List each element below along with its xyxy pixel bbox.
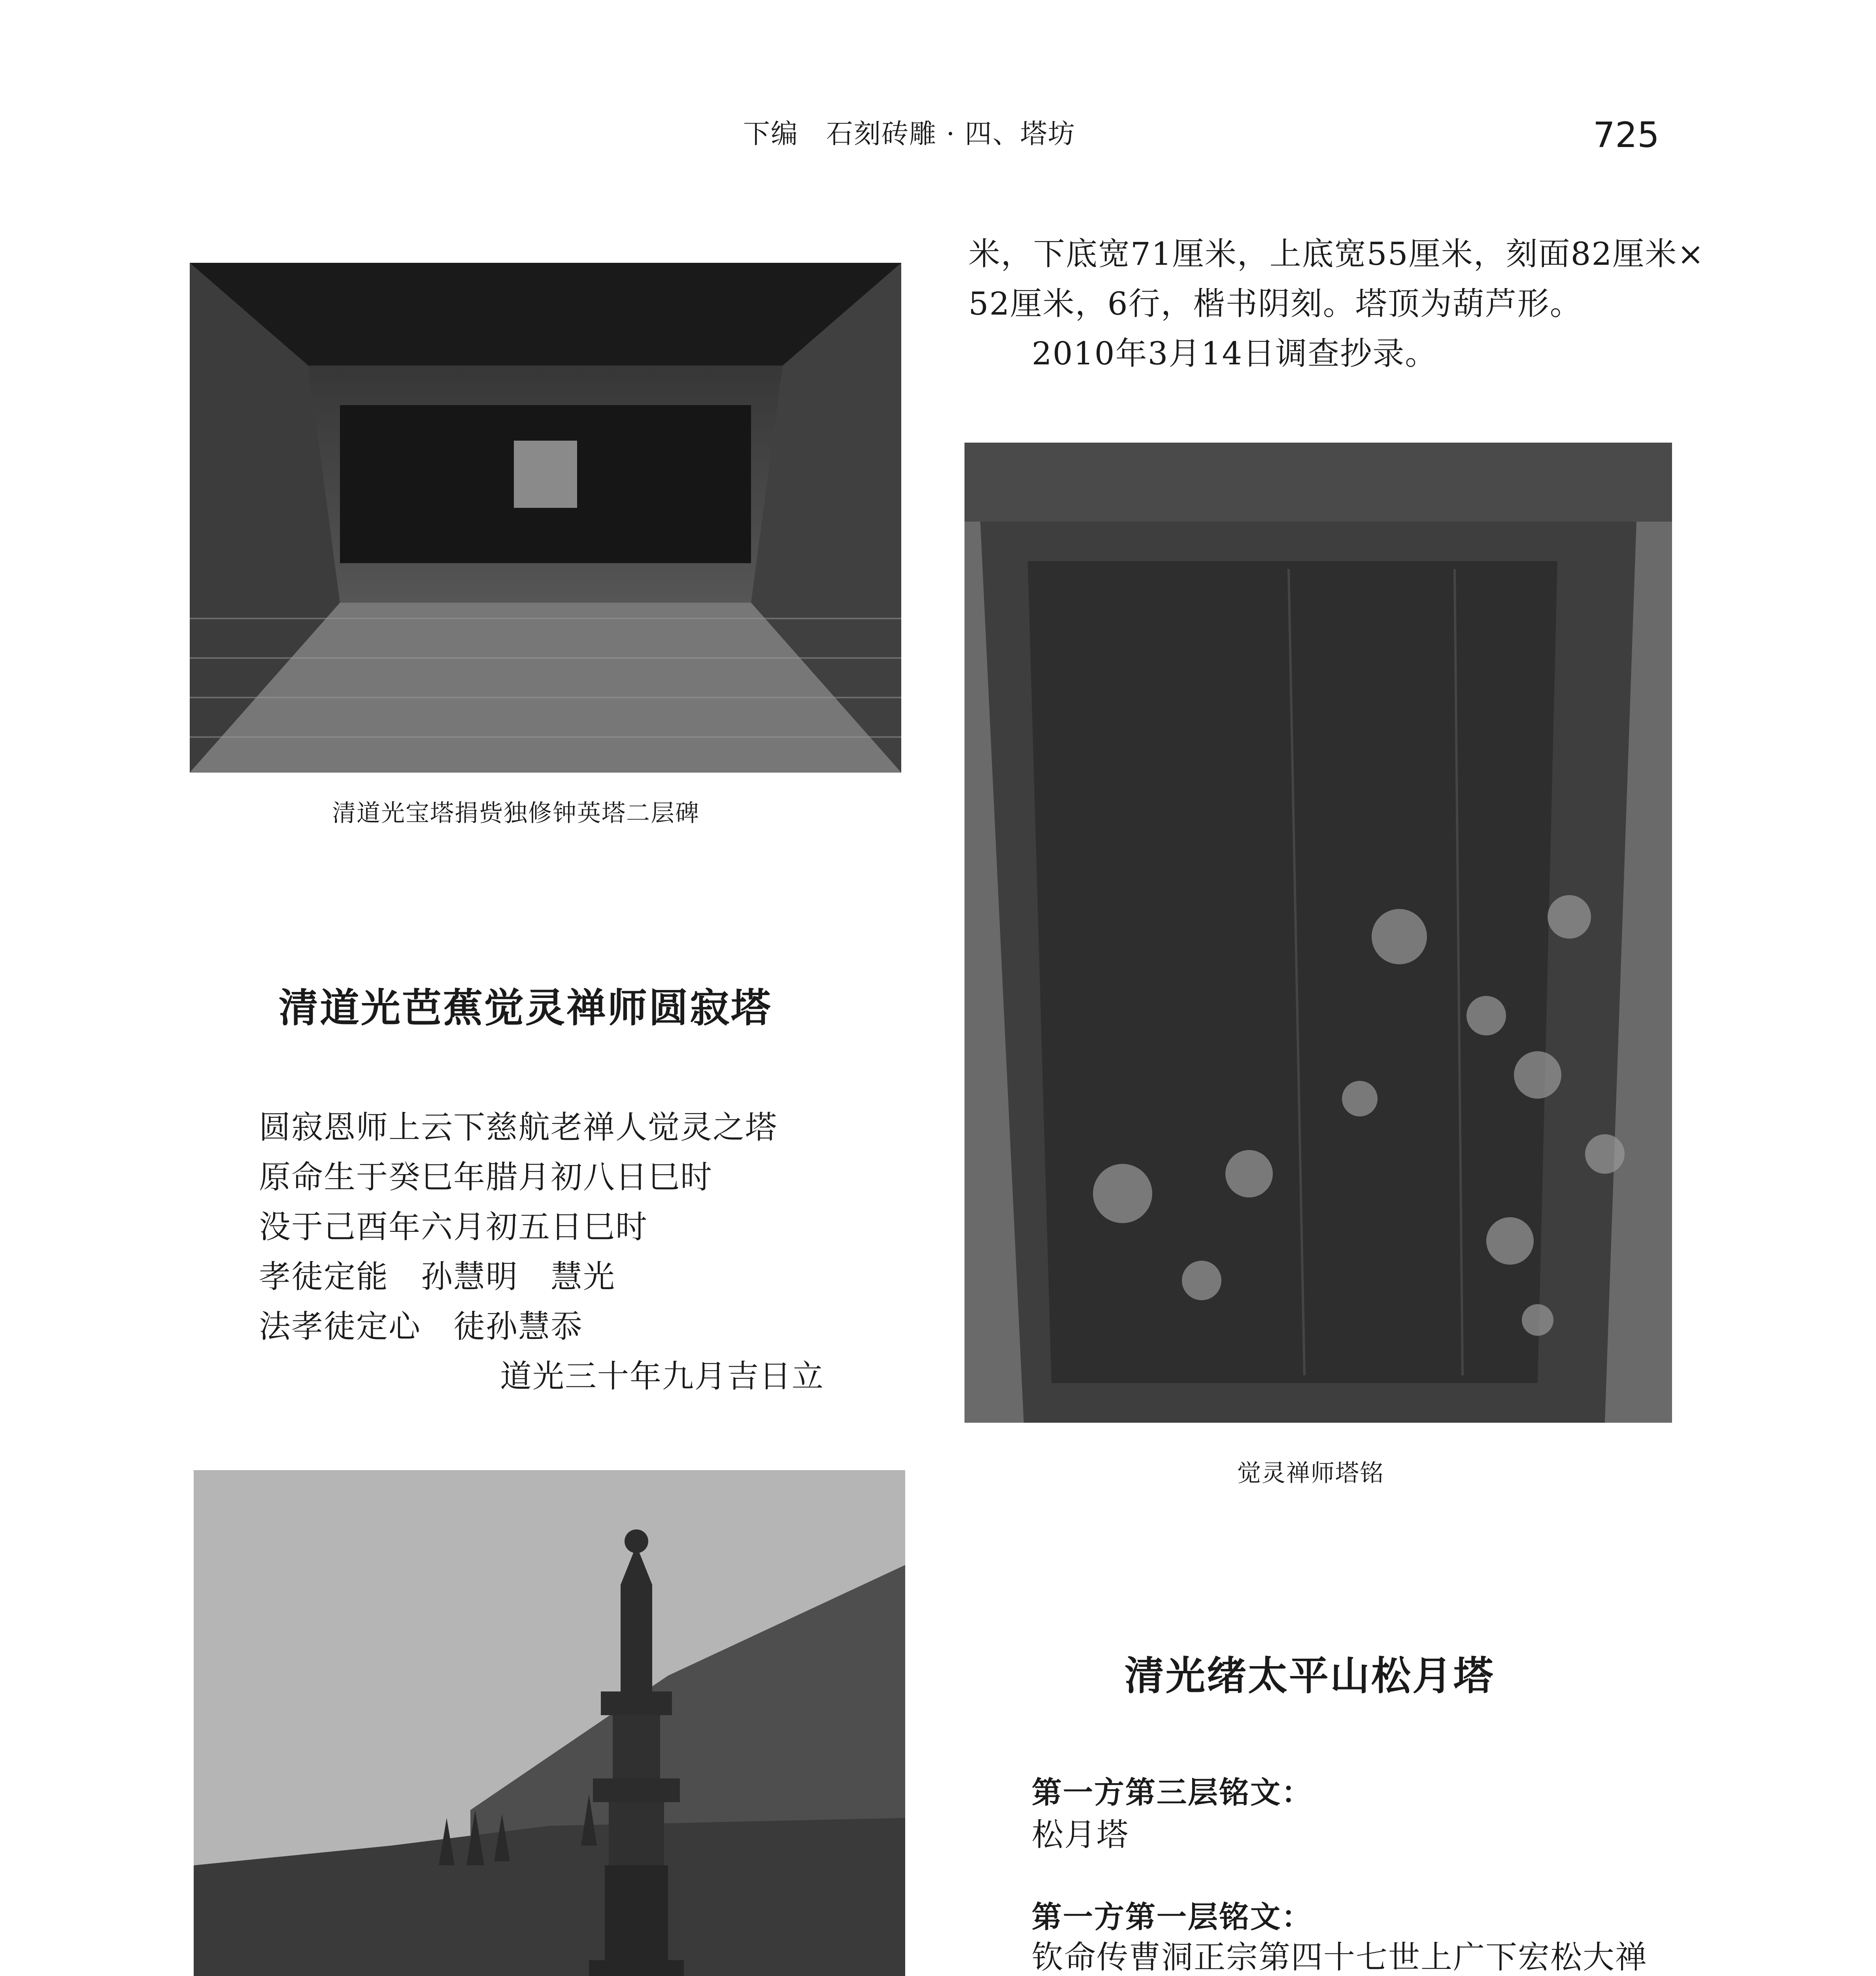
section2-subhead-2: 第一方第一层铭文：	[1032, 1899, 1313, 1935]
section1-title: 清道光芭蕉觉灵禅师圆寂塔	[279, 985, 772, 1031]
note-line: 米，下底宽71厘米，上底宽55厘米，刻面82厘米×	[968, 236, 1705, 272]
photo-stele-inscription	[964, 443, 1672, 1423]
section1-inscription	[259, 1103, 778, 1352]
photo1-caption: 清道光宝塔捐赀独修钟英塔二层碑	[332, 799, 700, 827]
photo-pagoda-exterior	[194, 1470, 905, 1976]
note-survey: 2010年3月14日调查抄录。	[1032, 335, 1438, 372]
inscription-line: 孝徒定能 孙慧明 慧光	[259, 1258, 615, 1295]
inscription-line: 没于己酉年六月初五日巳时	[259, 1209, 648, 1245]
inscription-line: 原命生于癸巳年腊月初八日巳时	[259, 1159, 713, 1195]
page-number: 725	[1593, 115, 1659, 155]
inscription-line: 法孝徒定心 徒孙慧忝	[259, 1308, 583, 1345]
section2-title: 清光绪太平山松月塔	[1125, 1653, 1495, 1699]
note-line: 52厘米，6行，楷书阴刻。塔顶为葫芦形。	[968, 285, 1582, 322]
section2-text-1: 松月塔	[1032, 1816, 1129, 1853]
photo3-caption: 觉灵禅师塔铭	[1237, 1459, 1384, 1487]
inscription-line: 圆寂恩师上云下慈航老禅人觉灵之塔	[259, 1109, 778, 1146]
photo-pagoda-interior	[190, 263, 901, 773]
section2-subhead-1: 第一方第三层铭文：	[1032, 1775, 1313, 1810]
section2-text-2: 钦命传曹洞正宗第四十七世上广下宏松大禅	[1032, 1939, 1648, 1976]
running-header: 下编 石刻砖雕 · 四、塔坊	[743, 119, 1076, 150]
note-continued	[968, 229, 1704, 379]
inscription-date: 道光三十年九月吉日立	[500, 1358, 824, 1395]
